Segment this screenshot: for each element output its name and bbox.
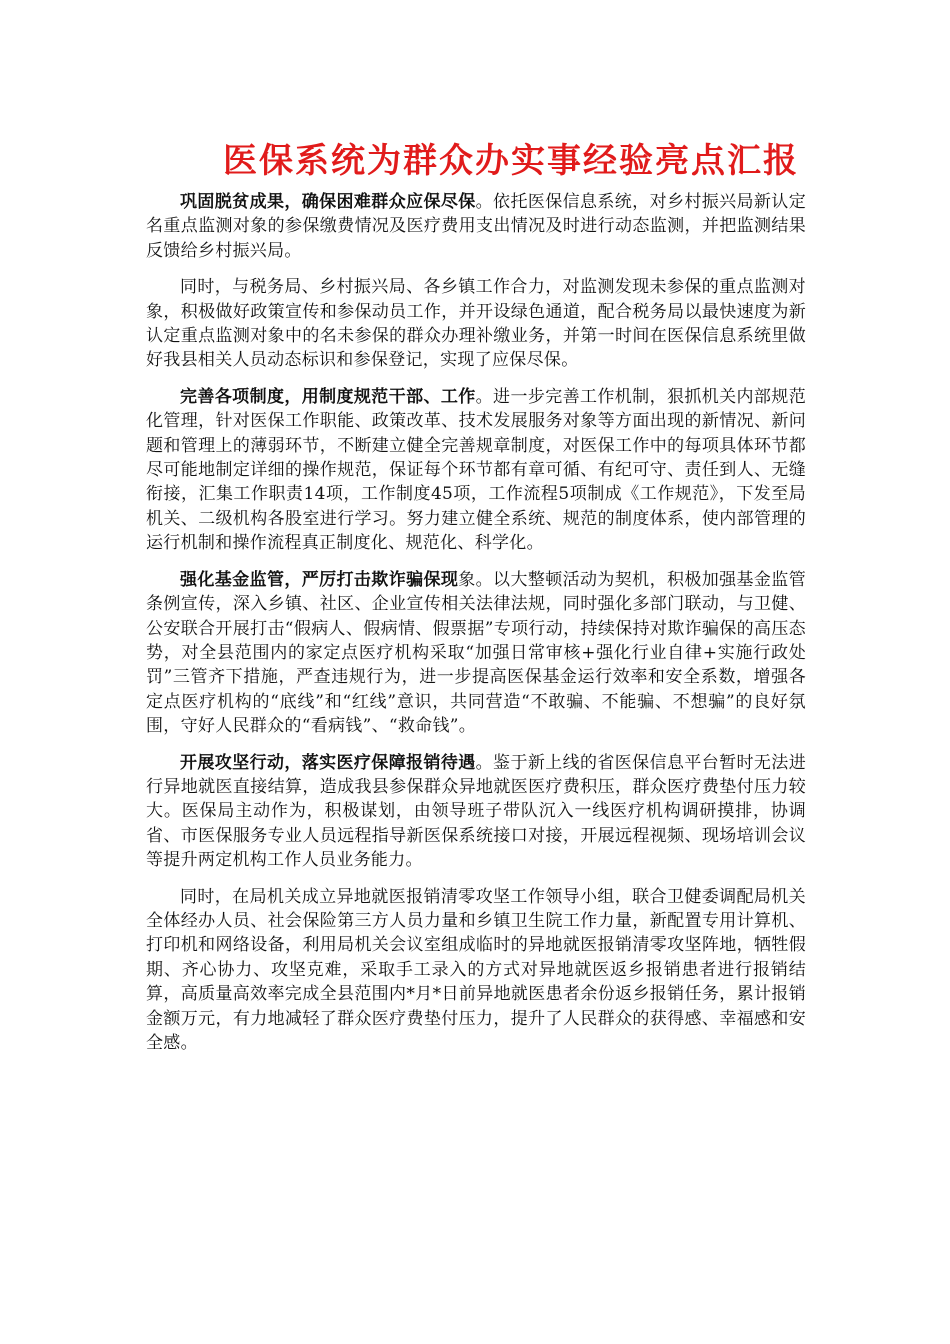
document-page <box>146 0 806 1055</box>
paragraph-text: 。依托医保信息系统，对乡村振兴局新认定名重点监测对象的参保缴费情况及医疗费用支出情况及时进行动态监测，并把监测结果反馈给乡村振兴局。 <box>146 192 806 261</box>
paragraph-lead: 开展攻坚行动，落实医疗保障报销待遇 <box>180 752 476 773</box>
paragraph-system-rules <box>146 385 806 556</box>
paragraph-lead: 强化基金监管，严厉打击欺诈骗保现 <box>180 569 459 590</box>
paragraph-text: 象。以大整顿活动为契机，积极加强基金监管条例宣传，深入乡镇、社区、企业宣传相关法律法规，同时强化多部门联动，与卫健、公安联合开展打击“假病人、假病情、假票据”专项行动，持续保持对欺诈骗保的高压态势，对全县范围内的家定点医疗机构采取“加强日常审核+强化行业自律+实施行政处罚”三管齐下措施，严查违规行为，进一步提高医保基金运行效率和安全系数，增强各定点医疗机构的“底线”和“红线”意识，共同营造“不敢骗、不能骗、不想骗”的良好氛围，守好人民群众的“看病钱”、“救命钱”。 <box>146 569 806 737</box>
paragraph-text: 同时，与税务局、乡村振兴局、各乡镇工作合力，对监测发现未参保的重点监测对象，积极做好政策宣传和参保动员工作，并开设绿色通道，配合税务局以最快速度为新认定重点监测对象中的名未参保的群众办理补缴业务，并第一时间在医保信息系统里做好我县相关人员动态标识和参保登记，实现了应保尽保。 <box>146 277 806 371</box>
paragraph-poverty-alleviation <box>146 190 806 263</box>
paragraph-text: 。鉴于新上线的省医保信息平台暂时无法进行异地就医直接结算，造成我县参保群众异地就医医疗费积压，群众医疗费垫付压力较大。医保局主动作为，积极谋划，由领导班子带队沉入一线医疗机构调研摸排，协调省、市医保服务专业人员远程指导新医保系统接口对接，开展远程视频、现场培训会议等提升两定机构工作人员业务能力。 <box>146 752 806 871</box>
paragraph-text: 同时，在局机关成立异地就医报销清零攻坚工作领导小组，联合卫健委调配局机关全体经办人员、社会保险第三方人员力量和乡镇卫生院工作力量，新配置专用计算机、打印机和网络设备，利用局机关会议室组成临时的异地就医报销清零攻坚阵地，牺牲假期、齐心协力、攻坚克难，采取手工录入的方式对异地就医返乡报销患者进行报销结算，高质量高效率完成全县范围内*月*日前异地就医患者余份返乡报销任务，累计报销金额万元，有力地减轻了群众医疗费垫付压力，提升了人民群众的获得感、幸福感和安全感。 <box>146 886 806 1053</box>
paragraph-text: 。进一步完善工作机制，狠抓机关内部规范化管理，针对医保工作职能、政策改革、技术发展服务对象等方面出现的新情况、新问题和管理上的薄弱环节，不断建立健全完善规章制度，对医保工作中的每项具体环节都尽可能地制定详细的操作规范，保证每个环节都有章可循、有纪可守、责任到人、无缝衔接，汇集工作职责14项，工作制度45项，工作流程5项制成《工作规范》，下发至局机关、二级机构各股室进行学习。努力建立健全系统、规范的制度体系，使内部管理的运行机制和操作流程真正制度化、规范化、科学化。 <box>146 386 806 554</box>
paragraph-fund-supervision <box>146 568 806 739</box>
paragraph-lead: 完善各项制度，用制度规范干部、工作 <box>180 386 476 407</box>
paragraph-clearance-team <box>146 885 806 1056</box>
paragraph-lead: 巩固脱贫成果，确保困难群众应保尽保 <box>180 192 476 212</box>
paragraph-insurance-enrollment <box>146 275 806 373</box>
paragraph-reimbursement-action <box>146 751 806 873</box>
document-title: 医保系统为群众办实事经验亮点汇报 <box>223 141 799 181</box>
